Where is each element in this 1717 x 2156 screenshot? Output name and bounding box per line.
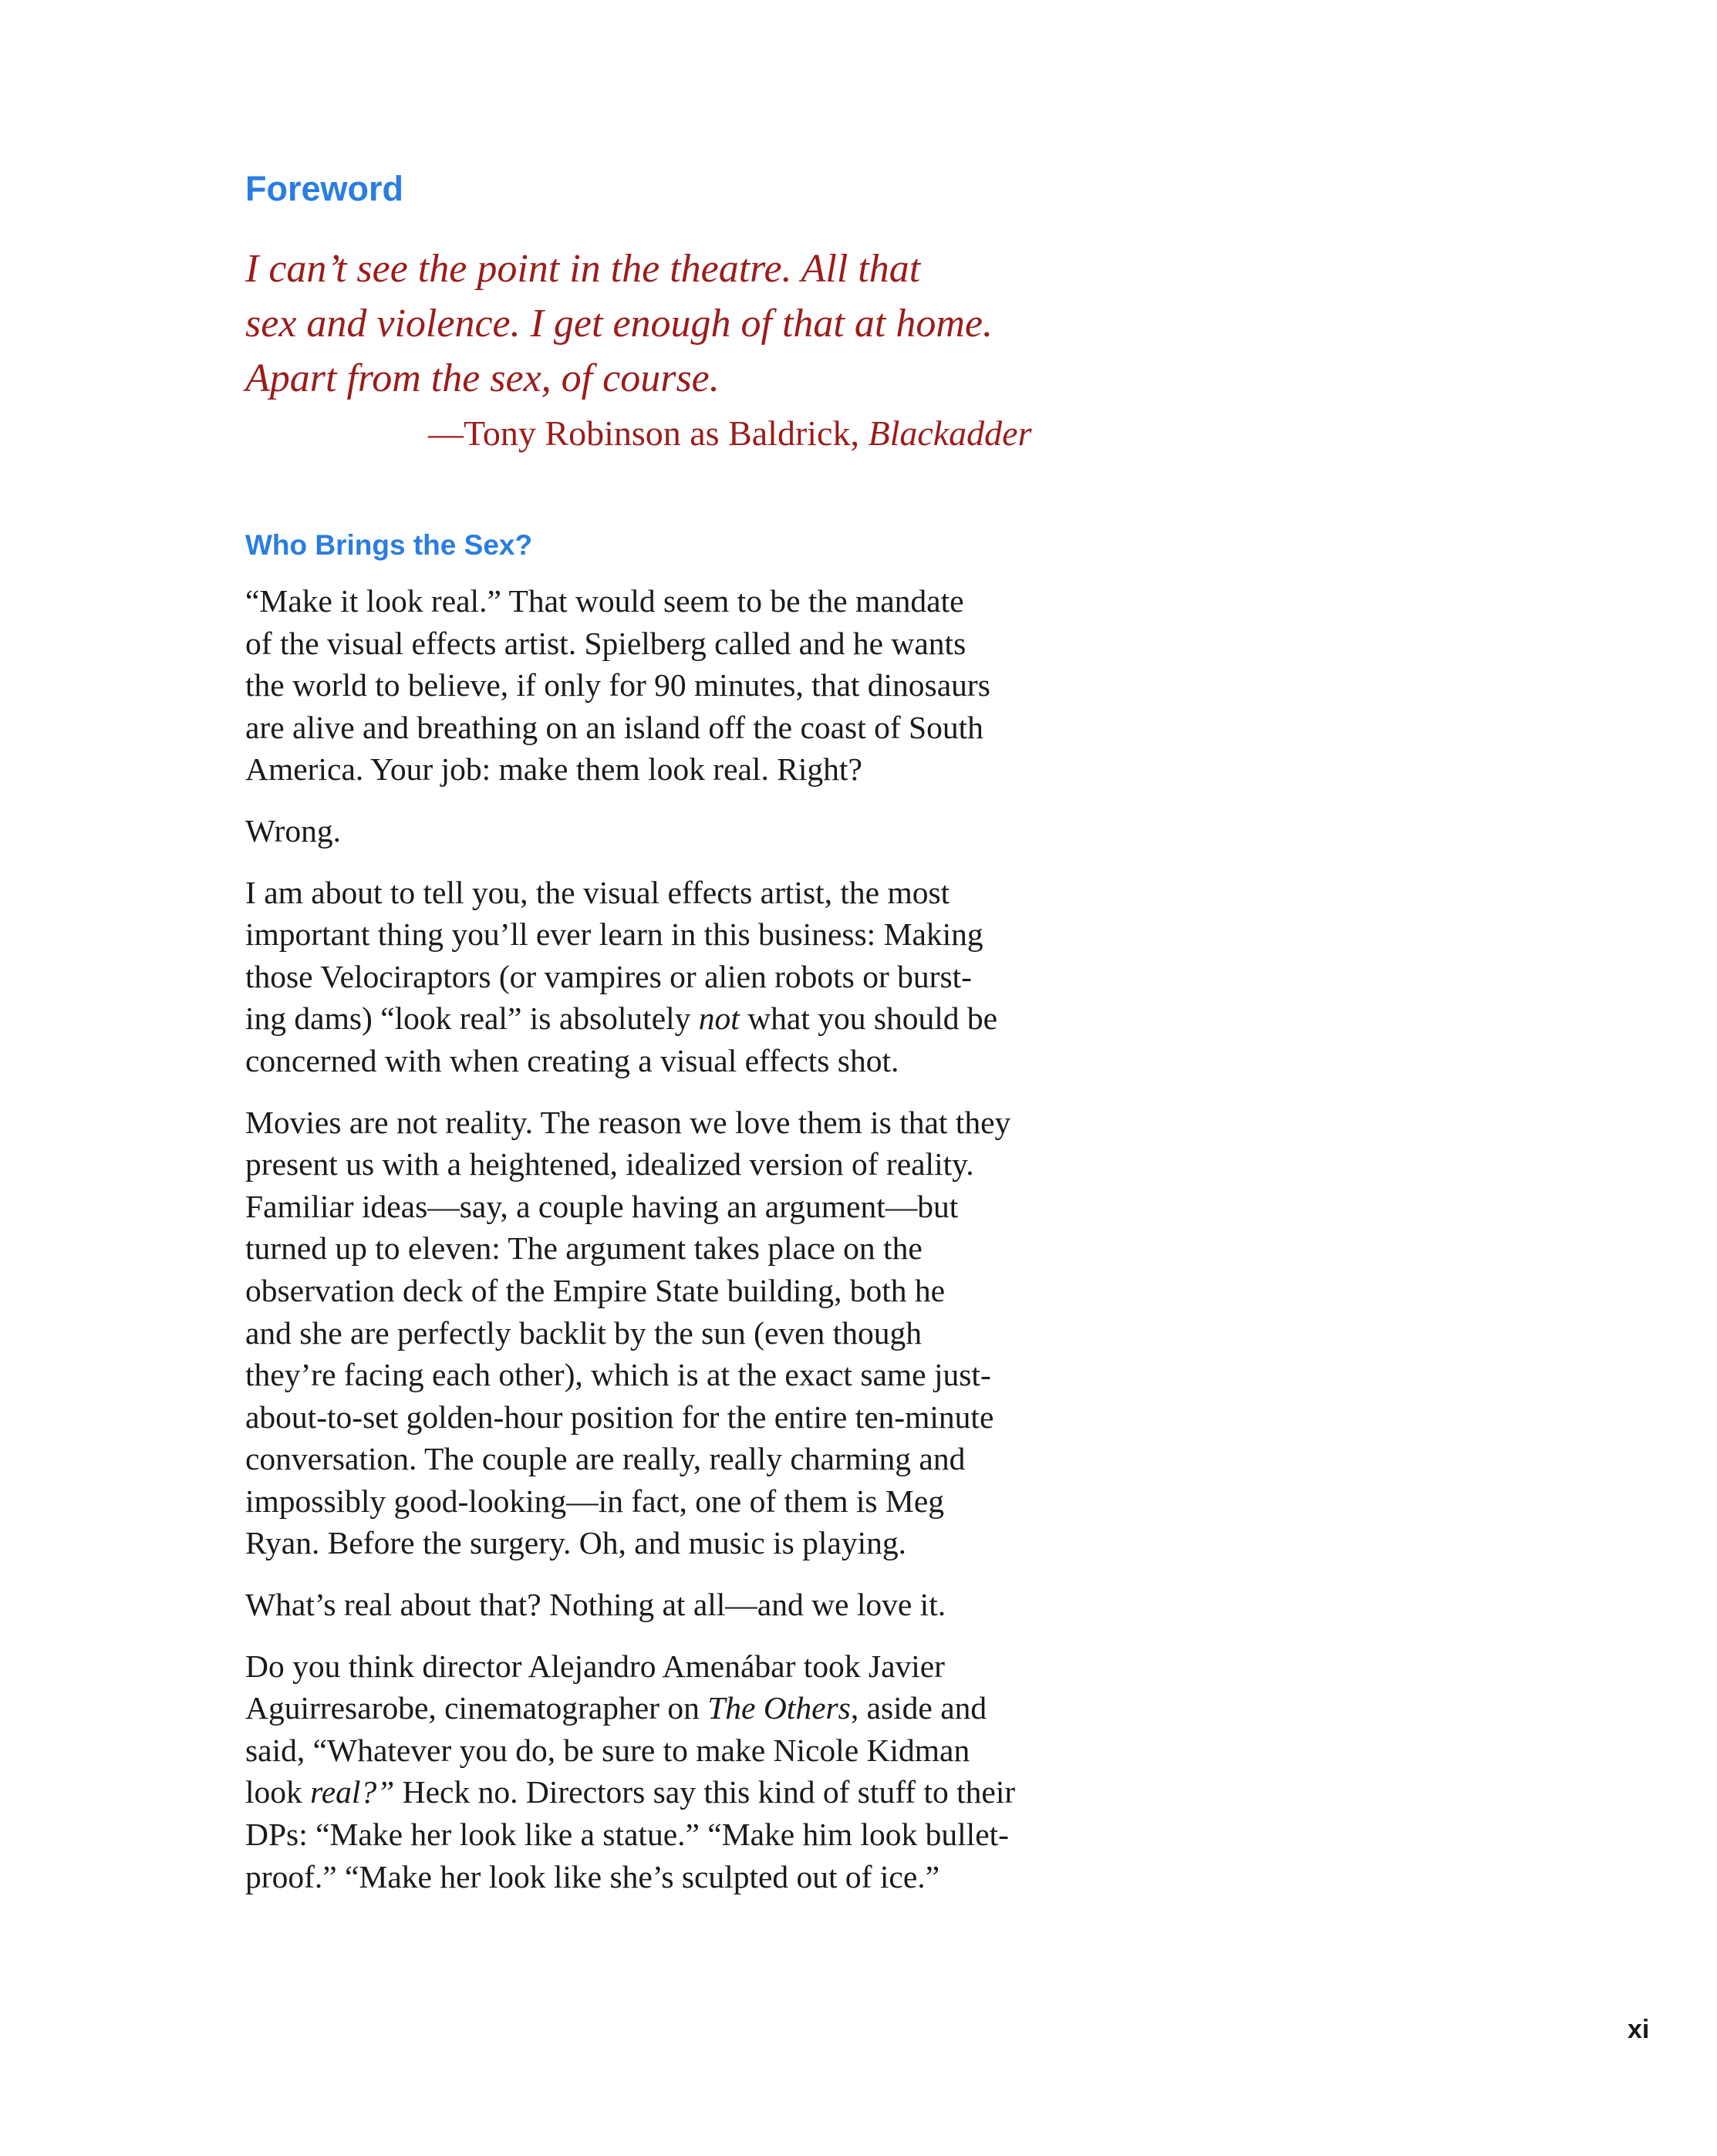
text-line: they’re facing each other), which is at the exact same just- <box>245 1357 991 1393</box>
attribution-source: —Tony Robinson as Baldrick, <box>428 413 859 453</box>
text-line: important thing you’ll ever learn in this business: Making <box>245 916 983 953</box>
text-run: Aguirresarobe, cinematographer on <box>245 1690 708 1726</box>
text-line: said, “Whatever you do, be sure to make Nicole Kidman <box>245 1732 970 1768</box>
text-line <box>245 1687 1094 1729</box>
attribution-work: Blackadder <box>868 413 1032 453</box>
text-run: what you should be <box>739 1000 998 1037</box>
text-run: Heck no. Directors say this kind of stuff to their <box>394 1774 1016 1810</box>
page-number: xi <box>1628 2015 1650 2044</box>
paragraph <box>245 1584 1094 1626</box>
epigraph <box>245 241 1155 406</box>
paragraph <box>245 580 1094 791</box>
text-run: look <box>245 1774 311 1810</box>
text-line: proof.” “Make her look like she’s sculpted out of ice.” <box>245 1858 940 1895</box>
text-line: of the visual effects artist. Spielberg called and he wants <box>245 625 966 661</box>
text-line: observation deck of the Empire State building, both he <box>245 1272 946 1308</box>
text-line: turned up to eleven: The argument takes place on the <box>245 1230 923 1267</box>
text-line: Ryan. Before the surgery. Oh, and music is playing. <box>245 1525 906 1561</box>
text-line: about-to-set golden-hour position for the entire ten-minute <box>245 1399 994 1435</box>
text-line: those Velociraptors (or vampires or alien robots or burst- <box>245 958 972 994</box>
text-line: Do you think director Alejandro Amenábar took Javier <box>245 1648 946 1684</box>
text-line: and she are perfectly backlit by the sun (even though <box>245 1314 922 1351</box>
paragraph <box>245 872 1094 1082</box>
text-line: America. Your job: make them look real. Right? <box>245 751 862 788</box>
text-run: , aside and <box>850 1690 987 1726</box>
text-line: Movies are not reality. The reason we love them is that they <box>245 1104 1011 1140</box>
paragraph <box>245 810 1094 852</box>
paragraph <box>245 1102 1094 1565</box>
epigraph-line: I can’t see the point in the theatre. All that <box>245 247 921 291</box>
text-line: DPs: “Make her look like a statue.” “Make him look bullet- <box>245 1817 1009 1853</box>
text-line: “Make it look real.” That would seem to be the mandate <box>245 583 964 619</box>
text-line <box>245 1771 1094 1814</box>
emphasis: not <box>698 1000 740 1037</box>
text-line <box>245 997 1094 1040</box>
text-line: Wrong. <box>245 812 341 849</box>
text-line: present us with a heightened, idealized version of reality. <box>245 1146 974 1183</box>
text-line: impossibly good-looking—in fact, one of them is Meg <box>245 1483 944 1519</box>
text-line: the world to believe, if only for 90 minutes, that dinosaurs <box>245 667 990 703</box>
text-line: conversation. The couple are really, really charming and <box>245 1441 966 1477</box>
text-line: are alive and breathing on an island off the coast of South <box>245 709 983 745</box>
section-heading: Who Brings the Sex? <box>245 529 533 561</box>
emphasis: The Others <box>707 1690 851 1726</box>
text-line: Familiar ideas—say, a couple having an argument—but <box>245 1188 959 1224</box>
text-line: I am about to tell you, the visual effects artist, the most <box>245 874 950 910</box>
text-run: ing dams) “look real” is absolutely <box>245 1000 699 1037</box>
body-text <box>245 580 1094 1917</box>
chapter-heading: Foreword <box>245 169 404 208</box>
epigraph-attribution <box>428 406 1032 461</box>
epigraph-line: Apart from the sex, of course. <box>245 356 720 400</box>
epigraph-line: sex and violence. I get enough of that at home. <box>245 302 993 346</box>
paragraph <box>245 1645 1094 1898</box>
emphasis: real?” <box>310 1774 395 1810</box>
text-line: concerned with when creating a visual effects shot. <box>245 1042 899 1078</box>
text-line: What’s real about that? Nothing at all—and we love it. <box>245 1587 946 1623</box>
